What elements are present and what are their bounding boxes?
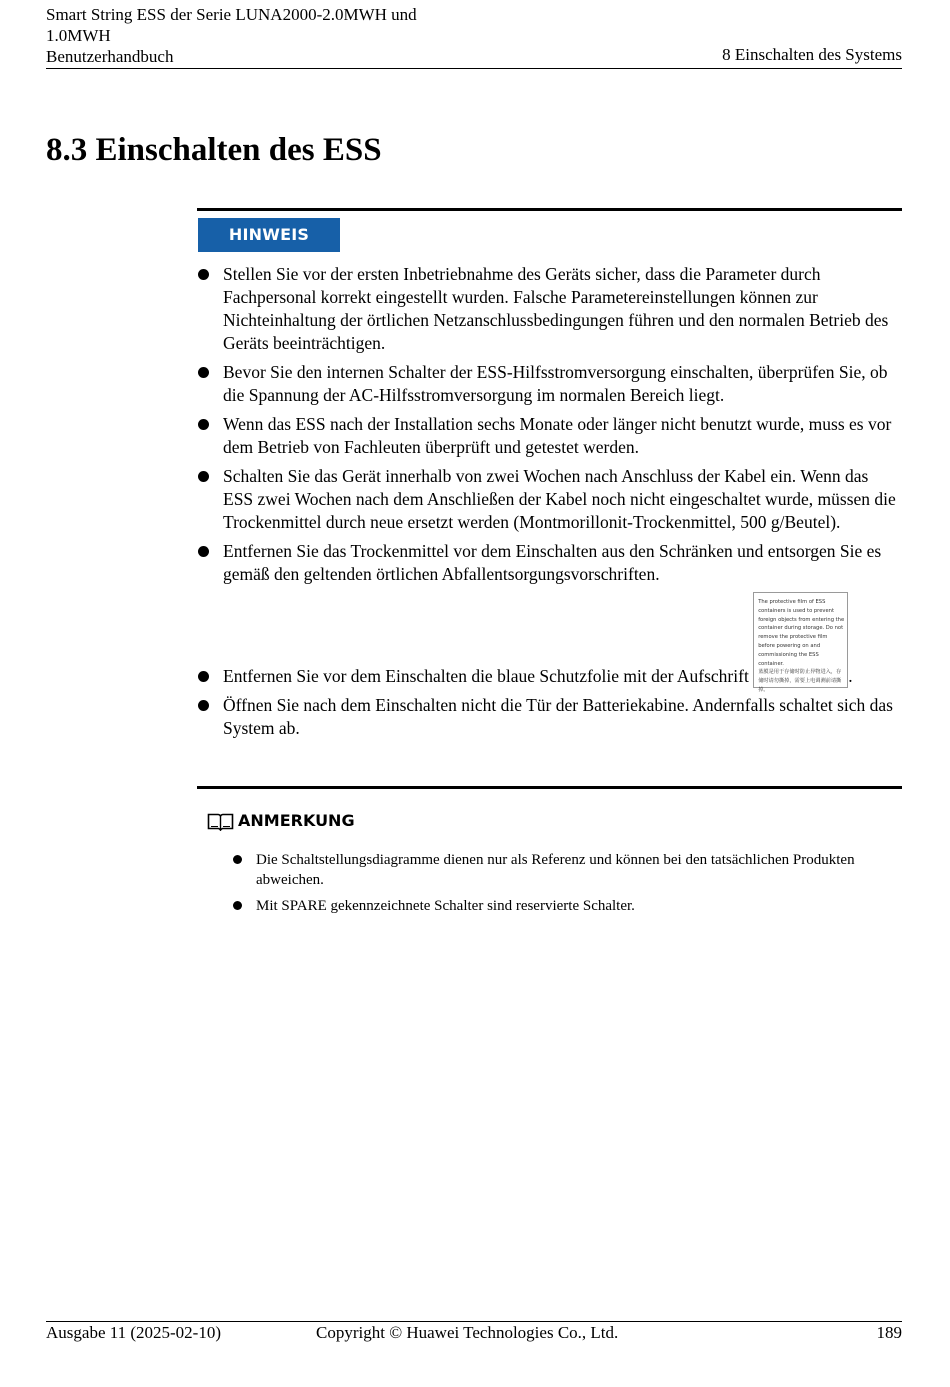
notice-badge: HINWEIS	[198, 218, 340, 252]
notice-list	[197, 263, 902, 746]
book-icon	[207, 812, 234, 831]
list-item	[232, 896, 902, 916]
protective-film-label-image	[753, 592, 848, 693]
section-title: 8.3 Einschalten des ESS	[46, 132, 382, 168]
notice-item-text: Wenn das ESS nach der Installation sechs Monate oder länger nicht benutzt wurde, muss es vor dem Betrieb von Fachleuten überprüft und getestet werden.	[223, 414, 892, 457]
list-item	[197, 592, 902, 693]
protective-film-label-en: The protective film of ESS containers is used to prevent foreign objects from entering the container during storage. Do not remove the protective film before powering on and commissioning the ESS container.	[758, 599, 845, 667]
page-header	[46, 4, 902, 67]
notice-item-text: Bevor Sie den internen Schalter der ESS-Hilfsstromversorgung einschalten, überprüfen Sie, ob die Spannung der AC-Hilfsstromversorgung im normalen Bereich liegt.	[223, 362, 888, 405]
notice-item-text: Entfernen Sie vor dem Einschalten die blaue Schutzfolie mit der Aufschrift	[223, 666, 749, 686]
list-item	[197, 263, 902, 355]
list-item	[197, 465, 902, 534]
remark-item-text: Die Schaltstellungsdiagramme dienen nur als Referenz und können bei den tatsächlichen Produkten abweichen.	[256, 852, 855, 888]
chapter-title: 8 Einschalten des Systems	[722, 45, 902, 64]
list-item	[197, 694, 902, 740]
bullet-icon	[233, 855, 242, 864]
bullet-icon	[198, 700, 209, 711]
header-divider	[46, 68, 902, 69]
list-item	[197, 540, 902, 586]
list-item	[232, 850, 902, 890]
notice-item-text: Schalten Sie das Gerät innerhalb von zwei Wochen nach Anschluss der Kabel ein. Wenn das ESS zwei Wochen nach dem Anschließen der Kabel noch nicht eingeschaltet wurde, müssen die Trockenmittel durch neue ersetzt werden (Montmorillonit-Trockenmittel, 500 g/Beutel).	[223, 466, 896, 532]
remark-heading	[207, 810, 355, 832]
notice-item-text: Entfernen Sie das Trockenmittel vor dem Einschalten aus den Schränken und entsorgen Sie es gemäß den geltenden örtlichen Abfallentsorgungsvorschriften.	[223, 541, 882, 584]
remark-label: ANMERKUNG	[238, 811, 355, 830]
protective-film-label-zh: 蓝膜是用于存储时防止异物进入，存储时请勿撕掉，需要上电调测前请撕掉。	[758, 669, 842, 693]
document-subtitle: Benutzerhandbuch	[46, 47, 174, 66]
bullet-icon	[198, 471, 209, 482]
bullet-icon	[198, 419, 209, 430]
bullet-icon	[198, 546, 209, 557]
bullet-icon	[198, 367, 209, 378]
document-title-line: Smart String ESS der Serie LUNA2000-2.0MWH und 1.0MWH	[46, 5, 417, 45]
notice-item-text: Öffnen Sie nach dem Einschalten nicht die Tür der Batteriekabine. Andernfalls schaltet sich das System ab.	[223, 695, 893, 738]
sentence-end: .	[848, 666, 853, 686]
list-item	[197, 413, 902, 459]
remark-list	[232, 850, 902, 922]
edition-date: Ausgabe 11 (2025-02-10)	[46, 1323, 221, 1342]
notice-item-text: Stellen Sie vor der ersten Inbetriebnahme des Geräts sicher, dass die Parameter durch Fachpersonal korrekt eingestellt wurden. Falsche Parametereinstellungen können zur Nichteinhaltung der örtlichen Netzanschlussbedingungen führen und den normalen Betrieb des Geräts beeinträchtigen.	[223, 264, 889, 353]
list-item	[197, 361, 902, 407]
page-number: 189	[876, 1323, 902, 1342]
bullet-icon	[233, 901, 242, 910]
bullet-icon	[198, 269, 209, 280]
copyright: Copyright © Huawei Technologies Co., Ltd.	[316, 1323, 619, 1342]
bullet-icon	[198, 671, 209, 682]
document-title	[46, 4, 466, 67]
notice-bottom-divider	[197, 786, 902, 789]
notice-top-divider	[197, 208, 902, 211]
remark-item-text: Mit SPARE gekennzeichnete Schalter sind reservierte Schalter.	[256, 898, 635, 914]
